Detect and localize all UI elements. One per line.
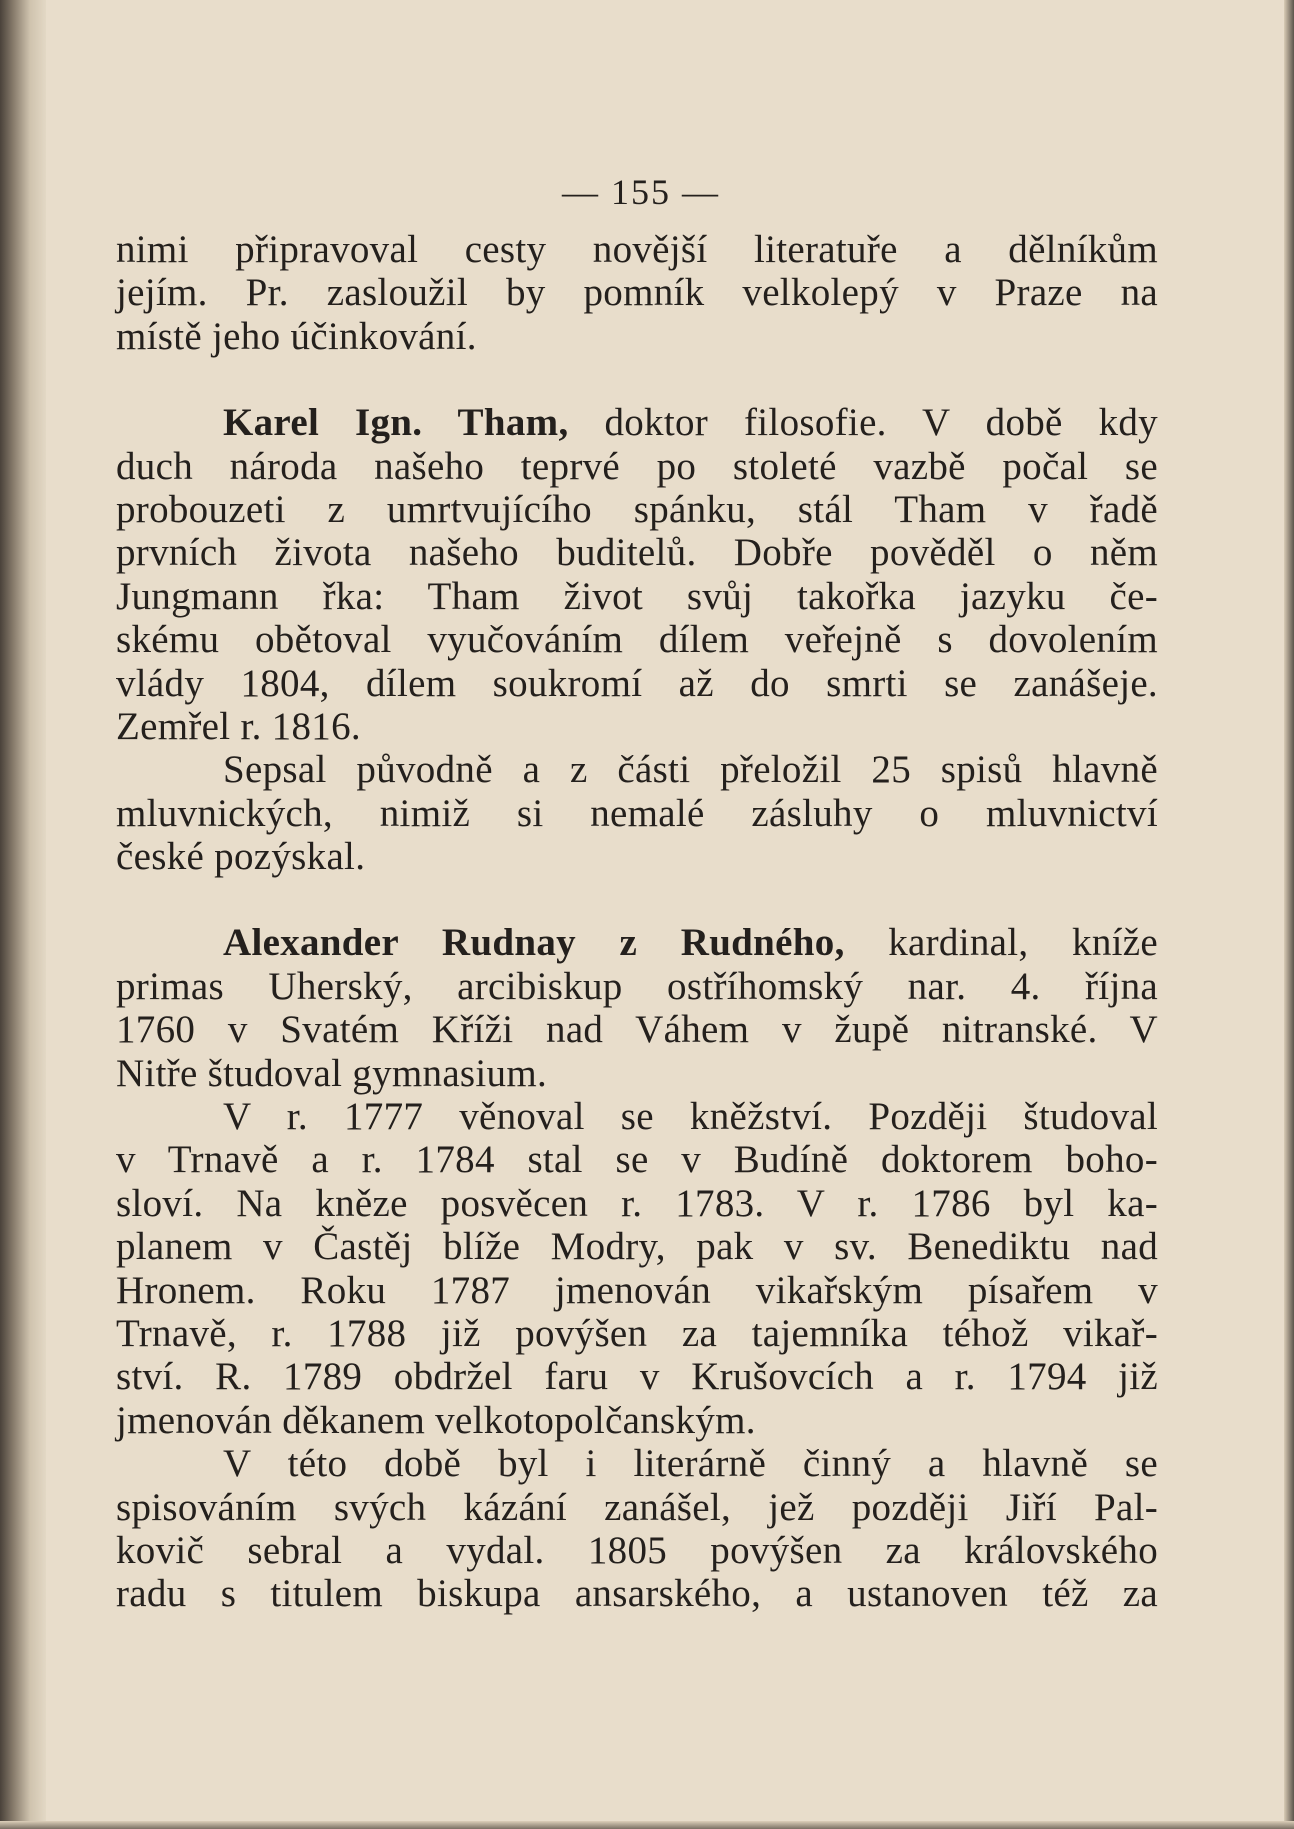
page-number: — 155 — bbox=[562, 172, 720, 212]
page-bottom-edge bbox=[0, 1821, 1294, 1829]
book-gutter bbox=[0, 0, 46, 1829]
entry-heading-rest: doktor filosofie. V době kdy bbox=[604, 401, 1158, 445]
text-line: primas Uherský, arcibiskup ostříhomský nar. 4. října bbox=[116, 964, 1158, 1008]
paragraph-gap bbox=[116, 878, 1158, 921]
text-line: místě jeho účinkování. bbox=[116, 314, 477, 358]
page-text-block bbox=[116, 170, 1158, 1616]
text-line: sloví. Na kněze posvěcen r. 1783. V r. 1786 byl ka- bbox=[116, 1181, 1158, 1225]
entry-heading-rest: kardinal, kníže bbox=[888, 921, 1158, 965]
text-line: skému obětoval vyučováním dílem veřejně s dovolením bbox=[116, 618, 1158, 662]
text-line: duch národa našeho teprvé po stoleté vazbě počal se bbox=[116, 444, 1158, 488]
text-line: radu s titulem biskupa ansarského, a ustanoven též za bbox=[116, 1572, 1158, 1616]
entry-name: Alexander Rudnay z Rudného, bbox=[223, 921, 845, 965]
entry-rudnay bbox=[116, 921, 1158, 1615]
text-line: V r. 1777 věnoval se kněžství. Později študoval bbox=[223, 1095, 1158, 1139]
text-line: Nitře študoval gymnasium. bbox=[116, 1051, 548, 1095]
text-line: V této době byl i literárně činný a hlavně se bbox=[223, 1442, 1158, 1486]
text-line: vlády 1804, dílem soukromí až do smrti se zanášeje. bbox=[116, 661, 1158, 705]
text-line: nimi připravoval cesty novější literatuře a dělníkům bbox=[116, 228, 1158, 271]
text-line: Zemřel r. 1816. bbox=[116, 704, 361, 748]
text-line: kovič sebral a vydal. 1805 povýšen za královského bbox=[116, 1528, 1158, 1572]
text-line: Sepsal původně a z části přeložil 25 spisů hlavně bbox=[223, 748, 1158, 792]
text-line: planem v Častěj blíže Modry, pak v sv. Benediktu nad bbox=[116, 1225, 1158, 1269]
text-line: Jungmann řka: Tham život svůj takořka jazyku če- bbox=[116, 574, 1158, 618]
entry-heading-line bbox=[116, 401, 1158, 444]
text-line: prvních života našeho buditelů. Dobře pověděl o něm bbox=[116, 531, 1158, 575]
text-line: ství. R. 1789 obdržel faru v Krušovcích a r. 1794 již bbox=[116, 1355, 1158, 1399]
text-line: spisováním svých kázání zanášel, jež později Jiří Pal- bbox=[116, 1485, 1158, 1529]
paragraph-gap bbox=[116, 358, 1158, 401]
text-line: české pozýskal. bbox=[116, 835, 366, 879]
page-edge bbox=[1284, 0, 1294, 1829]
paragraph-intro bbox=[116, 228, 1158, 358]
text-line: jejím. Pr. zasloužil by pomník velkolepý v Praze na bbox=[116, 271, 1158, 315]
entry-heading-line bbox=[116, 921, 1158, 964]
text-line: Hronem. Roku 1787 jmenován vikařským písařem v bbox=[116, 1268, 1158, 1312]
text-line: probouzeti z umrtvujícího spánku, stál Tham v řadě bbox=[116, 487, 1158, 531]
text-line: 1760 v Svatém Kříži nad Váhem v župě nitranské. V bbox=[116, 1008, 1158, 1052]
text-line: mluvnických, nimiž si nemalé zásluhy o mluvnictví bbox=[116, 791, 1158, 835]
text-line: jmenován děkanem velkotopolčanským. bbox=[116, 1398, 756, 1442]
text-line: Trnavě, r. 1788 již povýšen za tajemníka téhož vikař- bbox=[116, 1311, 1158, 1355]
entry-name: Karel Ign. Tham, bbox=[223, 401, 569, 445]
text-line: v Trnavě a r. 1784 stal se v Budíně doktorem boho- bbox=[116, 1138, 1158, 1182]
entry-tham bbox=[116, 401, 1158, 878]
